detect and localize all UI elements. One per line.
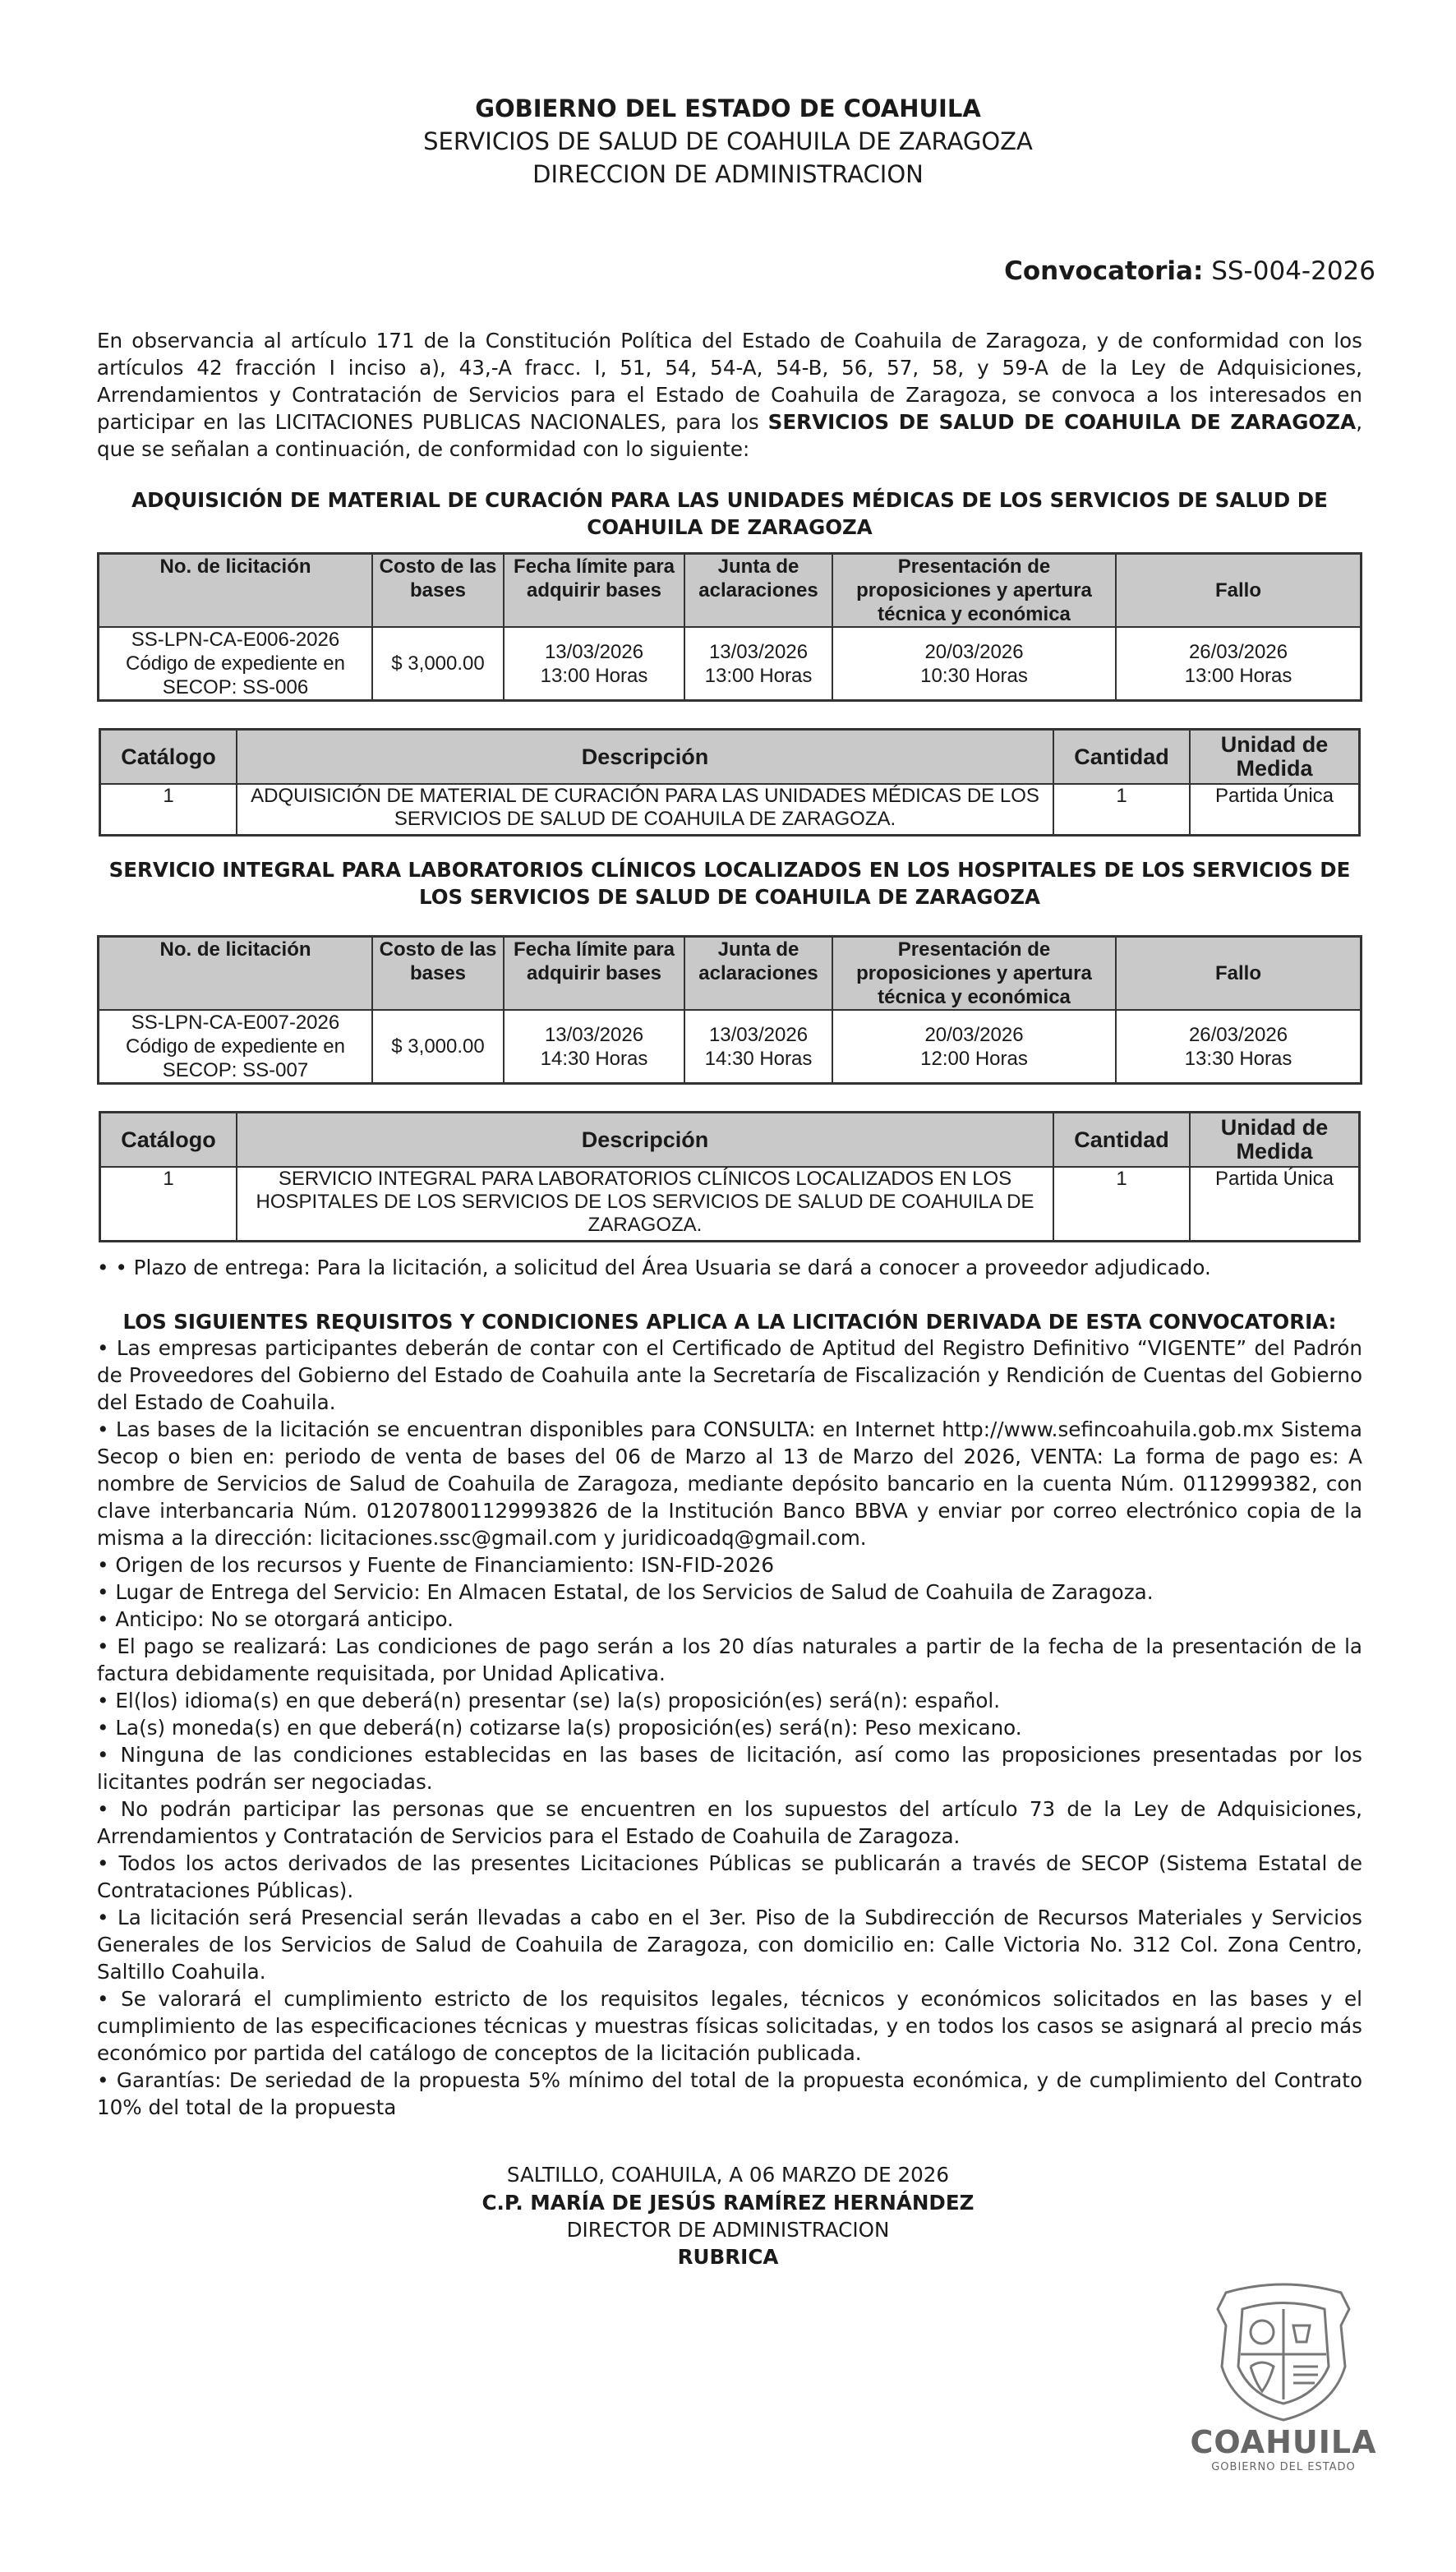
intro-text-2: , que se señalan a continuación, de conformidad con lo siguiente: [97, 410, 1363, 461]
licitacion-number: SS-LPN-CA-E007-2026 [131, 1012, 340, 1034]
col-catalogo: Catálogo [100, 730, 237, 785]
expediente-code: Código de expediente en SECOP: SS-007 [126, 1035, 345, 1081]
signature-place-date: SALTILLO, COAHUILA, A 06 MARZO DE 2026 [506, 2163, 950, 2187]
intro-bold: SERVICIOS DE SALUD DE COAHUILA DE ZARAGOZA [767, 410, 1357, 434]
convocatoria-value: SS-004-2026 [1211, 256, 1375, 286]
junta-cell [684, 1010, 832, 1084]
table-row [100, 1167, 1360, 1242]
col-presentacion: Presentación de proposiciones y apertura técnica y económica [832, 937, 1116, 1011]
licitacion-table-2 [97, 935, 1362, 1085]
col-cantidad: Cantidad [1053, 730, 1190, 785]
descripcion-cell: SERVICIO INTEGRAL PARA LABORATORIOS CLÍNICOS LOCALIZADOS EN LOS HOSPITALES DE LOS SERVICIOS DE LOS SERVICIOS DE SALUD DE COAHUILA DE ZARAGOZA. [237, 1167, 1053, 1242]
list-item: • No podrán participar las personas que se encuentren en los supuestos del artículo 73 de la Ley de Adquisiciones, Arrendamientos y Contratación de Servicios para el Estado de Coahuila de Zaragoza. [97, 1797, 1362, 1848]
col-unidad: Unidad de Medida [1190, 730, 1360, 785]
intro-text-1: En observancia al artículo 171 de la Constitución Política del Estado de Coahuila de Zaragoza, y de conformidad con los artículos 42 fracción I inciso a), 43,-A fracc. I, 51, 54, 54-A, 54-B, 56, 57, 58, y 59-A de la Ley de Adquisiciones, Arrendamientos y Contratación de Servicios para el Estado de Coahuila de Zaragoza, se convoca a los interesados en participar en las LICITACIONES PUBLICAS NACIONALES, para los [97, 329, 1362, 434]
presentacion-cell [832, 1010, 1116, 1084]
list-item: • La(s) moneda(s) en que deberá(n) cotizarse la(s) proposición(es) será(n): Peso mexicano. [97, 1716, 1022, 1740]
table-header-row [99, 554, 1362, 628]
list-item: • Ninguna de las condiciones establecidas en las bases de licitación, así como las proposiciones presentadas por los licitantes podrán ser negociadas. [97, 1743, 1362, 1794]
presentacion-time: 10:30 Horas [920, 664, 1028, 687]
table-header-row [99, 937, 1362, 1011]
cantidad-cell: 1 [1053, 784, 1190, 836]
fecha-time: 14:30 Horas [540, 1047, 648, 1070]
col-fallo: Fallo [1116, 937, 1362, 1011]
junta-date: 13/03/2026 [708, 1023, 809, 1046]
col-junta: Junta de aclaraciones [684, 554, 832, 628]
section-2-title: SERVICIO INTEGRAL PARA LABORATORIOS CLÍNICOS LOCALIZADOS EN LOS HOSPITALES DE LOS SERVICIOS DE LOS SERVICIOS DE SALUD DE COAHUILA DE ZARAGOZA [108, 858, 1351, 909]
col-fecha-limite: Fecha límite para adquirir bases [504, 554, 684, 628]
list-item: • Las empresas participantes deberán de contar con el Certificado de Aptitud del Registro Definitivo “VIGENTE” del Padrón de Proveedores del Gobierno del Estado de Coahuila ante la Secretaría de Fiscalización y Rendición de Cuentas del Gobierno del Estado de Coahuila. [97, 1336, 1362, 1414]
delivery-term: • • Plazo de entrega: Para la licitación, a solicitud del Área Usuaria se dará a conocer a proveedor adjudicado. [97, 1256, 1211, 1279]
requirements-list [97, 1334, 1362, 2121]
list-item: • Origen de los recursos y Fuente de Financiamiento: ISN-FID-2026 [97, 1553, 774, 1577]
col-junta: Junta de aclaraciones [684, 937, 832, 1011]
header-administration: DIRECCION DE ADMINISTRACION [532, 160, 924, 188]
list-item: • La licitación será Presencial serán llevadas a cabo en el 3er. Piso de la Subdirección de Recursos Materiales y Servicios Generales de los Servicios de Salud de Coahuila de Zaragoza, con domicilio en: Calle Victoria No. 312 Col. Zona Centro, Saltillo Coahuila. [97, 1906, 1362, 1984]
fallo-time: 13:00 Horas [1184, 664, 1292, 687]
catalog-table-2 [99, 1111, 1361, 1242]
cantidad-cell: 1 [1053, 1167, 1190, 1242]
presentacion-date: 20/03/2026 [924, 1023, 1024, 1046]
unidad-cell: Partida Única [1190, 784, 1360, 836]
list-item: • Lugar de Entrega del Servicio: En Almacen Estatal, de los Servicios de Salud de Coahuila de Zaragoza. [97, 1580, 1154, 1604]
expediente-code: Código de expediente en SECOP: SS-006 [126, 652, 345, 698]
col-costo: Costo de las bases [372, 937, 504, 1011]
catalogo-cell: 1 [100, 784, 237, 836]
presentacion-cell [832, 627, 1116, 701]
list-item: • El(los) idioma(s) en que deberá(n) presentar (se) la(s) proposición(es) será(n): español. [97, 1689, 1001, 1712]
junta-time: 13:00 Horas [704, 664, 813, 687]
fecha-cell [504, 627, 684, 701]
coahuila-logo-text: COAHUILA [1190, 2424, 1377, 2460]
col-descripcion: Descripción [237, 730, 1053, 785]
signature-name: C.P. MARÍA DE JESÚS RAMÍREZ HERNÁNDEZ [481, 2191, 975, 2215]
licitacion-cell [99, 627, 373, 701]
table-row [100, 784, 1360, 836]
col-descripcion: Descripción [237, 1113, 1053, 1168]
list-item: • El pago se realizará: Las condiciones de pago serán a los 20 días naturales a partir de la fecha de la presentación de la factura debidamente requisitada, por Unidad Aplicativa. [97, 1634, 1362, 1685]
presentacion-time: 12:00 Horas [920, 1047, 1028, 1070]
requirements-title: LOS SIGUIENTES REQUISITOS Y CONDICIONES APLICA A LA LICITACIÓN DERIVADA DE ESTA CONVOCATORIA: [122, 1310, 1337, 1334]
col-licitacion: No. de licitación [99, 937, 373, 1011]
table-row [99, 1010, 1362, 1084]
catalog-table-1 [99, 728, 1361, 837]
header-government: GOBIERNO DEL ESTADO DE COAHUILA [475, 94, 981, 122]
list-item: • Anticipo: No se otorgará anticipo. [97, 1607, 454, 1631]
licitacion-table-1 [97, 552, 1362, 702]
presentacion-date: 20/03/2026 [924, 640, 1024, 663]
fallo-cell [1116, 1010, 1362, 1084]
coahuila-seal-icon [1193, 2276, 1374, 2424]
list-item: • Garantías: De seriedad de la propuesta 5% mínimo del total de la propuesta económica, y de cumplimiento del Contrato 10% del total de la propuesta [97, 2068, 1362, 2119]
table-header-row [100, 730, 1360, 785]
fecha-date: 13/03/2026 [544, 640, 644, 663]
licitacion-number: SS-LPN-CA-E006-2026 [131, 629, 340, 651]
fecha-date: 13/03/2026 [544, 1023, 644, 1046]
signature-rubrica: RUBRICA [677, 2245, 779, 2269]
fallo-time: 13:30 Horas [1184, 1047, 1292, 1070]
licitacion-cell [99, 1010, 373, 1084]
costo-cell: $ 3,000.00 [372, 1010, 504, 1084]
fecha-time: 13:00 Horas [540, 664, 648, 687]
fallo-date: 26/03/2026 [1188, 1023, 1288, 1046]
descripcion-cell: ADQUISICIÓN DE MATERIAL DE CURACIÓN PARA LAS UNIDADES MÉDICAS DE LOS SERVICIOS DE SALUD DE COAHUILA DE ZARAGOZA. [237, 784, 1053, 836]
list-item: • Todos los actos derivados de las presentes Licitaciones Públicas se publicarán a través de SECOP (Sistema Estatal de Contrataciones Públicas). [97, 1851, 1362, 1902]
fallo-date: 26/03/2026 [1188, 640, 1288, 663]
costo-cell: $ 3,000.00 [372, 627, 504, 701]
col-presentacion: Presentación de proposiciones y apertura técnica y económica [832, 554, 1116, 628]
catalogo-cell: 1 [100, 1167, 237, 1242]
col-fecha-limite: Fecha límite para adquirir bases [504, 937, 684, 1011]
col-catalogo: Catálogo [100, 1113, 237, 1168]
fallo-cell [1116, 627, 1362, 701]
section-1-title: ADQUISICIÓN DE MATERIAL DE CURACIÓN PARA LAS UNIDADES MÉDICAS DE LOS SERVICIOS DE SALUD DE COAHUILA DE ZARAGOZA [131, 488, 1328, 539]
col-cantidad: Cantidad [1053, 1113, 1190, 1168]
coahuila-logo-subtitle: GOBIERNO DEL ESTADO [1211, 2461, 1356, 2473]
junta-cell [684, 627, 832, 701]
fecha-cell [504, 1010, 684, 1084]
intro-paragraph [97, 327, 1362, 463]
table-header-row [100, 1113, 1360, 1168]
convocatoria-number [1004, 256, 1375, 286]
junta-date: 13/03/2026 [708, 640, 809, 663]
header-health-services: SERVICIOS DE SALUD DE COAHUILA DE ZARAGOZA [423, 127, 1033, 155]
col-unidad: Unidad de Medida [1190, 1113, 1360, 1168]
col-fallo: Fallo [1116, 554, 1362, 628]
convocatoria-label: Convocatoria: [1004, 256, 1204, 286]
list-item: • Se valorará el cumplimiento estricto de los requisitos legales, técnicos y económicos solicitados en las bases y el cumplimiento de las especificaciones técnicas y muestras físicas solicitadas, y en todos los casos se asignará al precio más económico por partida del catálogo de conceptos de la licitación publicada. [97, 1987, 1362, 2065]
table-row [99, 627, 1362, 701]
unidad-cell: Partida Única [1190, 1167, 1360, 1242]
signature-position: DIRECTOR DE ADMINISTRACION [566, 2218, 890, 2242]
col-licitacion: No. de licitación [99, 554, 373, 628]
list-item: • Las bases de la licitación se encuentran disponibles para CONSULTA: en Internet http://www.sefincoahuila.gob.mx Sistema Secop o bien en: periodo de venta de bases del 06 de Marzo al 13 de Marzo del 2026, VENTA: La forma de pago es: A nombre de Servicios de Salud de Coahuila de Zaragoza, mediante depósito bancario en la cuenta Núm. 0112999382, con clave interbancaria Núm. 012078001129993826 de la Institución Banco BBVA y enviar por correo electrónico copia de la misma a la dirección: licitaciones.ssc@gmail.com y juridicoadq@gmail.com. [97, 1417, 1362, 1550]
junta-time: 14:30 Horas [704, 1047, 813, 1070]
col-costo: Costo de las bases [372, 554, 504, 628]
